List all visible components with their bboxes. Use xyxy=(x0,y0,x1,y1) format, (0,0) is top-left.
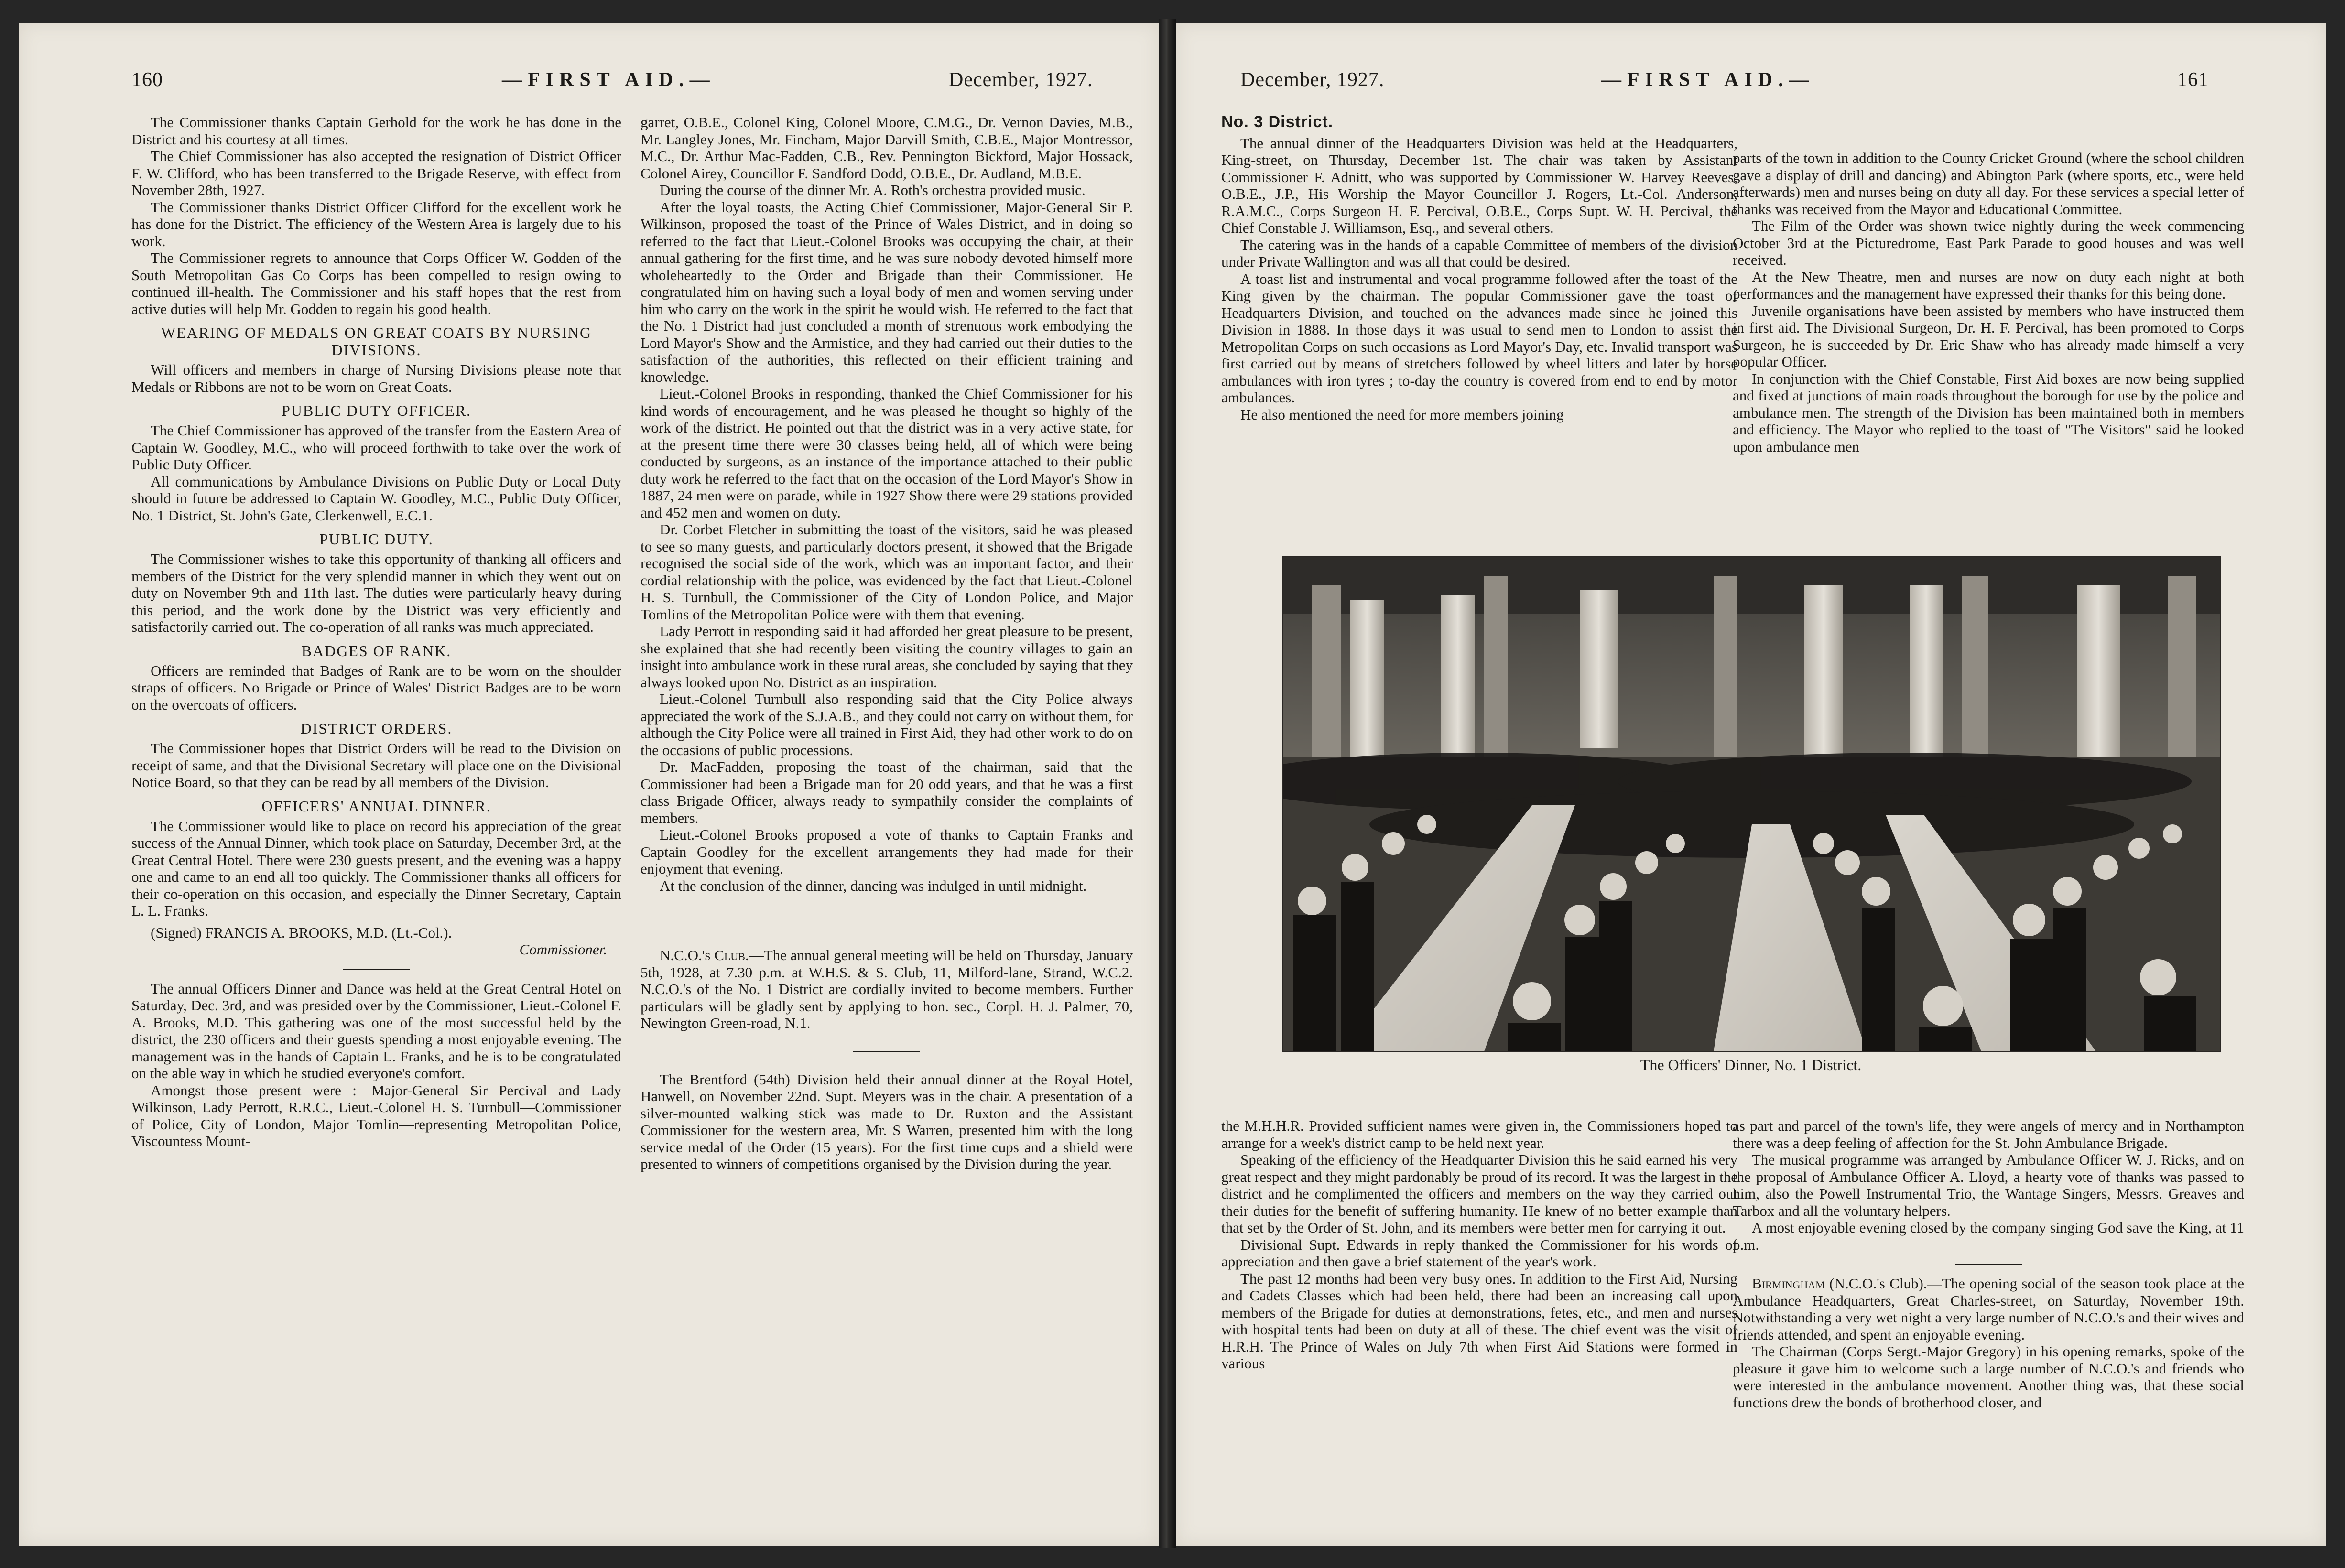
paragraph: All communications by Ambulance Divisions on Public Duty or Local Duty should in future be addressed to Captain W. Goodley, M.C., Public Duty Officer, No. 1 District, St. John's Gate, Clerkenwell, E.C.1. xyxy=(131,473,621,524)
paragraph: The Commissioner regrets to announce that Corps Officer W. Godden of the South Metropolitan Gas Co Corps has been compelled to resign owing to continued ill-health. The Commissioner and his staff hopes that the rest from active duties will help Mr. Godden to regain his good health. xyxy=(131,249,621,317)
paragraph: The catering was in the hands of a capable Committee of members of the division under Private Wallington and was all that could be desired. xyxy=(1221,236,1737,270)
page-number: 160 xyxy=(131,69,163,91)
paragraph: The Commissioner thanks District Officer Clifford for the excellent work he has done for the District. The efficiency of the Western Area is largely due to his work. xyxy=(131,198,621,249)
section-heading: BADGES OF RANK. xyxy=(301,642,452,660)
birmingham-notice xyxy=(1733,1275,2244,1343)
paragraph: At the New Theatre, men and nurses are now on duty each night at both performances and the management have expressed their thanks for this being done. xyxy=(1733,268,2244,302)
left-column-2 xyxy=(641,114,1133,1173)
paragraph: The Chief Commissioner has approved of the transfer from the Eastern Area of Captain W. Goodley, M.C., who will proceed forthwith to take over the work of Public Duty Officer. xyxy=(131,422,621,473)
left-column-1 xyxy=(131,114,621,1150)
paragraph: Divisional Supt. Edwards in reply thanked the Commissioner for his words of appreciation and then gave a brief statement of the year's work. xyxy=(1221,1236,1737,1270)
divider xyxy=(853,1051,920,1052)
right-column-3 xyxy=(1221,1117,1737,1372)
section-heading: PUBLIC DUTY OFFICER. xyxy=(281,402,472,419)
paragraph: A most enjoyable evening closed by the company singing God save the King, at 11 p.m. xyxy=(1733,1219,2244,1253)
running-date: December, 1927. xyxy=(1240,69,1385,91)
paragraph: Lieut.-Colonel Turnbull also responding said that the City Police always appreciated the work of the S.J.A.B., and they could not carry on without them, for although the City Police were all trained in First Aid, they had other work to do on the occasions of public processions. xyxy=(641,691,1133,758)
paragraph: Officers are reminded that Badges of Rank are to be worn on the shoulder straps of officers. No Brigade or Prince of Wales' District Badges are to be worn on the overcoats of officers. xyxy=(131,662,621,713)
photo-caption: The Officers' Dinner, No. 1 District. xyxy=(1640,1056,1862,1073)
paragraph: The annual Officers Dinner and Dance was held at the Great Central Hotel on Saturday, Dec. 3rd, and was presided over by the Commissioner, Lieut.-Colonel F. A. Brooks, M.D. This gathering was one of the most successful held by the district, the 230 officers and their guests spending a most enjoyable evening. The management was in the hands of Captain L. Franks, and he is to be congratulated on the able way in which he studied everyone's comfort. xyxy=(131,980,621,1081)
page-number: 161 xyxy=(2177,69,2209,91)
left-page-header xyxy=(19,68,1159,102)
paragraph: The Film of the Order was shown twice nightly during the week commencing October 3rd at the Picturedrome, East Park Parade to good houses and was well received. xyxy=(1733,217,2244,268)
paragraph: The Chairman (Corps Sergt.-Major Gregory) in his opening remarks, spoke of the pleasure it gave him to welcome such a large number of N.C.O.'s and friends who were interested in the ambulance movement. Another thing was, that these social functions drew the bonds of brotherhood closer, and xyxy=(1733,1343,2244,1411)
paragraph: The musical programme was arranged by Ambulance Officer W. J. Ricks, and on the proposal of Ambulance Officer A. Lloyd, a hearty vote of thanks was passed to him, also the Powell Instrumental Trio, the Wantage Singers, Messrs. Greaves and Tarbox and all the voluntary helpers. xyxy=(1733,1151,2244,1219)
paragraph: Dr. Corbet Fletcher in submitting the toast of the visitors, said he was pleased to see so many guests, and particularly doctors present, it showed that the Brigade recognised the social side of the work, which was an important factor, and their cordial relationship with the police, was evidenced by the fact that Lieut.-Colonel H. S. Turnbull, the Commissioner of the City of London Police, and Major Tomlins of the Metropolitan Police were with them that evening. xyxy=(641,521,1133,623)
spacer xyxy=(641,894,1133,947)
paragraph: garret, O.B.E., Colonel King, Colonel Moore, C.M.G., Dr. Vernon Davies, M.B., Mr. Langley Jones, Mr. Fincham, Major Darvill Smith, C.B.E., Major Montressor, M.C., Dr. Arthur Mac-Fadden, C.B., Rev. Pennington Bickford, Major Hossack, Colonel Airey, Councillor F. Sandford Dodd, O.B.E., Dr. Audland, M.B.E. xyxy=(641,114,1133,182)
paragraph: as part and parcel of the town's life, they were angels of mercy and in Northampton there was a deep feeling of affection for the St. John Ambulance Brigade. xyxy=(1733,1117,2244,1151)
running-title: —FIRST AID.— xyxy=(1601,69,1815,91)
running-title: —FIRST AID.— xyxy=(502,69,716,91)
nco-club-heading: N.C.O.'s Club. xyxy=(660,947,749,963)
section-heading: DISTRICT ORDERS. xyxy=(300,720,453,737)
paragraph: Lieut.-Colonel Brooks in responding, thanked the Chief Commissioner for his kind words of encouragement, and he was pleased he thought so highly of the work of the district. He pointed out that the district was in a very active state, for at the present time there were 30 classes being held, all of which were being conducted by surgeons, as an instance of the importance attached to their public duty work he referred to the fact that on the occasion of the Lord Mayor's Show in 1887, 24 men were on parade, while in 1927 Show there were 29 stations provided and 452 men and women on duty. xyxy=(641,385,1133,521)
right-column-4 xyxy=(1733,1117,2244,1411)
right-column-2 xyxy=(1733,150,2244,455)
left-page xyxy=(19,23,1159,1546)
divider xyxy=(343,969,410,970)
district-heading: No. 3 District. xyxy=(1221,113,1334,131)
section-heading: PUBLIC DUTY. xyxy=(319,530,434,548)
paragraph: parts of the town in addition to the County Cricket Ground (where the school children gave a display of drill and dancing) and Abington Park (where sports, etc., were held afterwards) men and nurses being on duty all day. For these services a special letter of thanks was received from the Mayor and Educational Committee. xyxy=(1733,150,2244,217)
paragraph: A toast list and instrumental and vocal programme followed after the toast of the King given by the chairman. The popular Commissioner gave the toast of Headquarters Division, and touched on the advances made since he joined this Division in 1888. In those days it was usual to send men to London to assist the Metropolitan Corps on such occasions as Lord Mayor's Day, etc. Invalid transport was first carried out by means of stretchers followed by wheel litters and later by horse ambulances with iron tyres ; to-day the country is covered from end to end by motor ambulances. xyxy=(1221,270,1737,406)
paragraph: The annual dinner of the Headquarters Division was held at the Headquarters, King-street, on Thursday, December 1st. The chair was taken by Assistant Commissioner F. Adnitt, who was supported by Commissioner W. Harvey Reeves, O.B.E., J.P., His Worship the Mayor Councillor J. Rogers, Lt.-Col. Anderson, R.A.M.C., Corps Surgeon H. F. Percival, O.B.E., Corps Supt. W. H. Percival, the Chief Constable J. Williamson, Esq., and several others. xyxy=(1221,134,1737,236)
paragraph: He also mentioned the need for more members joining xyxy=(1240,406,1564,423)
paragraph: Lieut.-Colonel Brooks proposed a vote of thanks to Captain Franks and Captain Goodley for the excellent arrangements they had made for their enjoyment that evening. xyxy=(641,826,1133,877)
paragraph: In conjunction with the Chief Constable, First Aid boxes are now being supplied and fixed at junctions of main roads throughout the borough for use by the police and ambulance men. The strength of the Division has been maintained both in members and efficiency. The Mayor who replied to the toast of "The Visitors" said he looked upon ambulance men xyxy=(1733,370,2244,455)
signature: (Signed) FRANCIS A. BROOKS, M.D. (Lt.-Col.). xyxy=(151,924,452,941)
paragraph: At the conclusion of the dinner, dancing was indulged in until midnight. xyxy=(660,877,1087,894)
paragraph: Juvenile organisations have been assisted by members who have instructed them in first aid. The Divisional Surgeon, Dr. H. F. Percival, has been promoted to Corps Surgeon, he is succeeded by Dr. Eric Shaw who has already made himself a very popular Officer. xyxy=(1733,302,2244,370)
book-spine xyxy=(1159,19,1176,1548)
paragraph: Lady Perrott in responding said it had afforded her great pleasure to be present, she explained that she had recently been visiting the country villages to gain an insight into ambulance work in these rural areas, she concluded by saying that they always looked upon No. District as an inspiration. xyxy=(641,623,1133,691)
paragraph: Amongst those present were :—Major-General Sir Percival and Lady Wilkinson, Lady Perrott, R.R.C., Lieut.-Colonel H. S. Turnbull—Commissioner of Police, City of London, Major Tomlin—representing Metropolitan Police, Viscountess Mount- xyxy=(131,1081,621,1149)
paragraph: The Chief Commissioner has also accepted the resignation of District Officer F. W. Clifford, who has been transferred to the Brigade Reserve, with effect from November 28th, 1927. xyxy=(131,148,621,198)
right-column-1 xyxy=(1221,114,1737,423)
running-date: December, 1927. xyxy=(949,69,1093,91)
section-heading: WEARING OF MEDALS ON GREAT COATS BY NURSING DIVISIONS. xyxy=(161,324,592,358)
paragraph: Will officers and members in charge of Nursing Divisions please note that Medals or Ribbons are not to be worn on Great Coats. xyxy=(131,361,621,395)
paragraph: After the loyal toasts, the Acting Chief Commissioner, Major-General Sir P. Wilkinson, proposed the toast of the Prince of Wales District, and in doing so referred to the fact that Lieut.-Colonel Brooks was occupying the chair, at their annual gathering for the first time, and he was sure nobody devoted himself more wholeheartedly to the Order and Brigade than their Commissioner. He congratulated him on having such a loyal body of men and women serving under him who carry on the work in the spirit he would wish. He referred to the fact that the No. 1 District had just concluded a month of strenuous work embodying the Lord Mayor's Show and the Armistice, and they had carried out their duties to the satisfaction of the authorities, this reflected on their efficient training and knowledge. xyxy=(641,198,1133,385)
paragraph: The Commissioner wishes to take this opportunity of thanking all officers and members of the District for the very splendid manner in which they went out on duty on November 9th and 11th last. The duties were particularly heavy during this period, and the work done by the District was very efficiently and satisfactorily carried out. The co-operation of all ranks was much appreciated. xyxy=(131,551,621,635)
paragraph: Dr. MacFadden, proposing the toast of the chairman, said that the Commissioner had been a Brigade man for 20 odd years, and that he was a first class Brigade Officer, always ready to sympathily consider the complaints of members. xyxy=(641,758,1133,826)
dinner-photograph xyxy=(1282,556,2221,1052)
paragraph: The Commissioner would like to place on record his appreciation of the great success of the Annual Dinner, which took place on Saturday, December 3rd, at the Great Central Hotel. There were 230 guests present, and the evening was a happy one and came to an end all too quickly. The Commissioner thanks all officers for their co-operation on this occasion, and especially the Dinner Secretary, Captain L. L. Franks. xyxy=(131,817,621,919)
paragraph: The Brentford (54th) Division held their annual dinner at the Royal Hotel, Hanwell, on November 22nd. Supt. Meyers was in the chair. A presentation of a silver-mounted walking stick was made to Dr. Ruxton and the Assistant Commissioner for the western area, Mr. S Warren, presented him with the long service medal of the Order (15 years). For the first time cups and a shield were presented to winners of competitions organised by the Division during the year. xyxy=(641,1071,1133,1172)
right-page-header xyxy=(1176,68,2326,102)
nco-club-body: —The annual general meeting will be held on Thursday, January 5th, 1928, at 7.30 p.m. at W.H.S. & S. Club, 11, Milford-lane, Strand, W.C.2. N.C.O.'s of the No. 1 District are cordially invited to become members. Further particulars will be gladly sent by applying to hon. sec., Corpl. H. J. Palmer, 70, Newington Green-road, N.1. xyxy=(641,947,1133,1031)
paragraph: the M.H.H.R. Provided sufficient names were given in, the Commissioners hoped to arrange for a week's district camp to be held next year. xyxy=(1221,1117,1737,1151)
paragraph: The Commissioner thanks Captain Gerhold for the work he has done in the District and his courtesy at all times. xyxy=(131,114,621,148)
birmingham-heading: Birmingham xyxy=(1752,1275,1825,1292)
paragraph: During the course of the dinner Mr. A. Roth's orchestra provided music. xyxy=(660,182,1086,198)
paragraph: The past 12 months had been very busy ones. In addition to the First Aid, Nursing and Cadets Classes which had been held, there had been an increasing call upon members of the Brigade for duties at demonstrations, fetes, etc., and men and nurses with hospital tents had been on duty at all of these. The chief event was the visit of H.R.H. The Prince of Wales on July 7th when First Aid Stations were formed in various xyxy=(1221,1270,1737,1372)
divider xyxy=(1955,1264,2022,1265)
section-heading: OFFICERS' ANNUAL DINNER. xyxy=(261,797,491,815)
paragraph: The Commissioner hopes that District Orders will be read to the Division on receipt of same, and that the Divisional Secretary will place one on the Divisional Notice Board, so that they can be read by all members of the Division. xyxy=(131,740,621,790)
signature-role: Commissioner. xyxy=(519,941,607,958)
paragraph: Speaking of the efficiency of the Headquarter Division this he said earned his very great respect and they might pardonably be proud of its record. It was the largest in the district and he complimented the officers and members on the way they carried out their duties for the benefit of suffering humanity. He knew of no better example than that set by the Order of St. John, and its members were better men for carrying it out. xyxy=(1221,1151,1737,1236)
nco-club-notice xyxy=(641,947,1133,1032)
dinner-photo-illustration xyxy=(1283,557,2220,1051)
birmingham-body: (N.C.O.'s Club).—The opening social of the season took place at the Ambulance Headquarters, Great Charles-street, on Saturday, November 19th. Notwithstanding a very wet night a very large number of N.C.O.'s and their wives and friends attended, and spent an enjoyable evening. xyxy=(1733,1275,2244,1343)
